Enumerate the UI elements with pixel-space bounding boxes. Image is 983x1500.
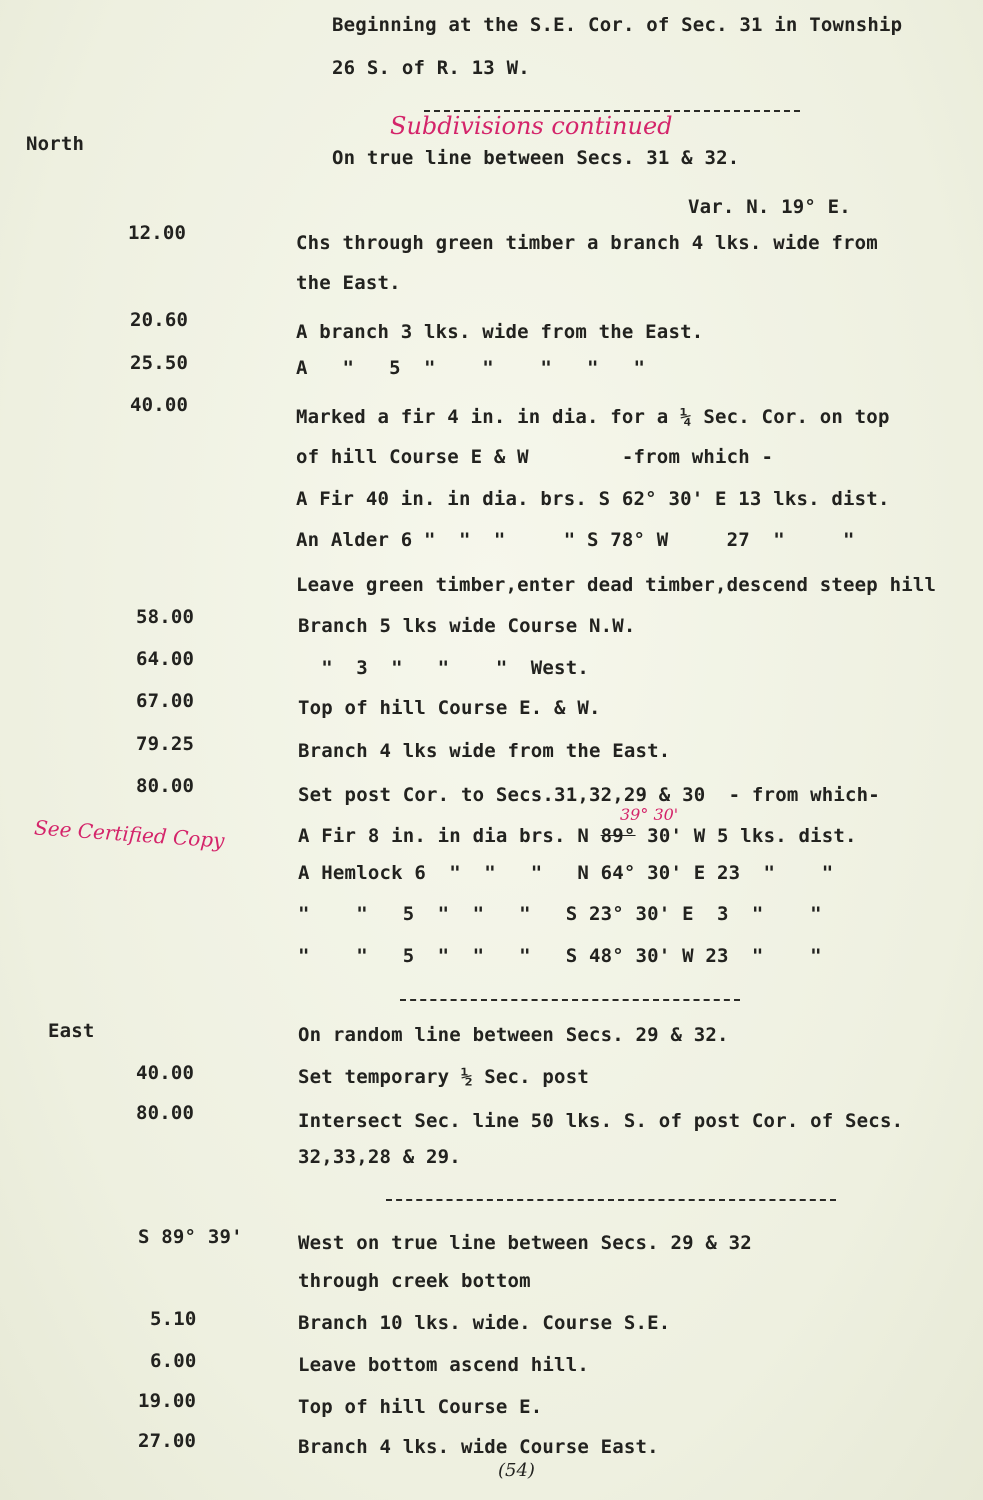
section2-line-description: On random line between Secs. 29 & 32.	[298, 1024, 729, 1046]
variation: Var. N. 19° E.	[688, 196, 851, 218]
entry-text: Top of hill Course E. & W.	[298, 697, 601, 719]
distance: 40.00	[136, 1062, 195, 1084]
section3-line-description: through creek bottom	[298, 1270, 531, 1292]
handwritten-certified-note: See Certified Copy	[33, 815, 226, 853]
distance: 67.00	[136, 690, 195, 712]
handwritten-bearing-correction: 39° 30'	[620, 805, 679, 824]
entry-text: A branch 3 lks. wide from the East.	[296, 321, 704, 343]
fir-suffix: 30' W 5 lks. dist.	[635, 825, 857, 847]
distance: 40.00	[130, 394, 189, 416]
entry-text: 32,33,28 & 29.	[298, 1146, 461, 1168]
distance: 19.00	[138, 1390, 197, 1412]
header-line-2: 26 S. of R. 13 W.	[332, 57, 530, 79]
entry-text: Branch 4 lks. wide Course East.	[298, 1436, 659, 1458]
header-line-1: Beginning at the S.E. Cor. of Sec. 31 in Township	[332, 14, 903, 36]
fir-original-bearing: 89°	[600, 825, 636, 847]
distance: 80.00	[136, 1102, 195, 1124]
distance: 5.10	[150, 1308, 197, 1330]
entry-text: Leave green timber,enter dead timber,descend steep hill	[296, 574, 937, 596]
direction-north: North	[26, 133, 85, 155]
distance: 20.60	[130, 309, 189, 331]
fir-prefix: A Fir 8 in. in dia brs. N	[298, 825, 601, 847]
entry-text: Top of hill Course E.	[298, 1396, 543, 1418]
entry-text: the East.	[296, 272, 401, 294]
section3-line-description: West on true line between Secs. 29 & 32	[298, 1232, 752, 1254]
bearing: S 89° 39'	[138, 1226, 243, 1248]
entry-text: " 3 " " " West.	[298, 657, 589, 679]
bearing-tree-row: A Hemlock 6 " " " N 64° 30' E 23 " "	[298, 862, 834, 884]
direction-east: East	[48, 1020, 95, 1042]
entry-text: Branch 4 lks wide from the East.	[298, 740, 671, 762]
distance: 64.00	[136, 648, 195, 670]
entry-text: Set temporary ½ Sec. post	[298, 1066, 589, 1088]
entry-text: Branch 5 lks wide Course N.W.	[298, 615, 636, 637]
bearing-tree-row: " " 5 " " " S 48° 30' W 23 " "	[298, 945, 822, 967]
section1-line-description: On true line between Secs. 31 & 32.	[332, 147, 740, 169]
entry-text: Set post Cor. to Secs.31,32,29 & 30 - from which-	[298, 784, 880, 806]
entry-text: A " 5 " " " " "	[296, 357, 646, 379]
distance: 79.25	[136, 733, 195, 755]
entry-text: Chs through green timber a branch 4 lks. wide from	[296, 232, 878, 254]
entry-text: Leave bottom ascend hill.	[298, 1354, 589, 1376]
page-number: (54)	[498, 1460, 535, 1481]
entry-text: A Fir 40 in. in dia. brs. S 62° 30' E 13 lks. dist.	[296, 488, 890, 510]
distance: 80.00	[136, 775, 195, 797]
entry-text: of hill Course E & W -from which -	[296, 446, 774, 468]
distance: 27.00	[138, 1430, 197, 1452]
entry-text: Branch 10 lks. wide. Course S.E.	[298, 1312, 671, 1334]
section-divider	[400, 999, 740, 1001]
bearing-tree-row: " " 5 " " " S 23° 30' E 3 " "	[298, 903, 822, 925]
distance: 6.00	[150, 1350, 197, 1372]
distance: 58.00	[136, 606, 195, 628]
section-divider	[386, 1199, 836, 1201]
entry-text: Intersect Sec. line 50 lks. S. of post Cor. of Secs.	[298, 1110, 904, 1132]
handwritten-subdivisions-note: Subdivisions continued	[390, 112, 673, 140]
distance: 12.00	[128, 222, 187, 244]
entry-text: Marked a fir 4 in. in dia. for a ¼ Sec. Cor. on top	[296, 406, 890, 428]
bearing-tree-fir	[298, 825, 857, 847]
entry-text: An Alder 6 " " " " S 78° W 27 " "	[296, 529, 855, 551]
distance: 25.50	[130, 352, 189, 374]
